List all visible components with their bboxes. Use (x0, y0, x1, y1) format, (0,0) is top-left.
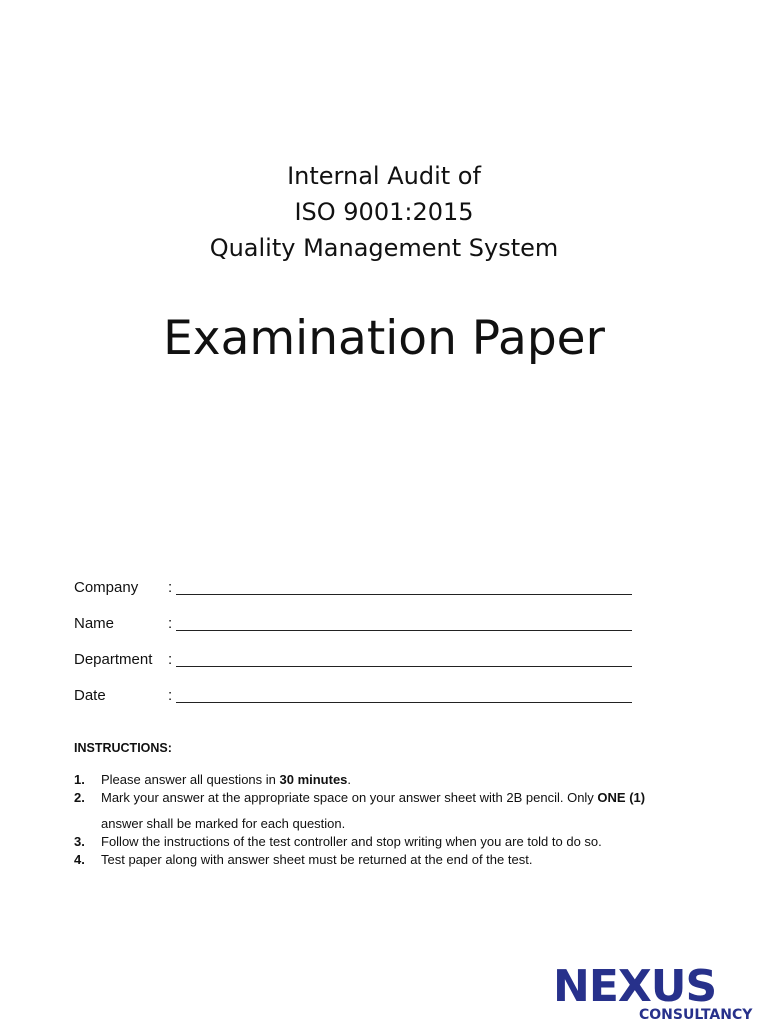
candidate-details-form (74, 560, 634, 704)
instruction-text-part: . (347, 772, 352, 787)
date-field[interactable] (176, 681, 632, 703)
name-row (74, 596, 634, 632)
instruction-number: 4. (74, 852, 85, 867)
instruction-text: Follow the instructions of the test controller and stop writing when you are told to do so. (101, 834, 602, 849)
instruction-item-2 (74, 789, 714, 807)
department-label: Department (74, 651, 153, 668)
header-line-1: Internal Audit of (287, 162, 481, 190)
instruction-item-4 (74, 851, 714, 869)
instructions-heading: INSTRUCTIONS: (74, 741, 172, 755)
instruction-text-part: Mark your answer at the appropriate space on your answer sheet with 2B pencil. Only (101, 790, 598, 805)
company-colon: : (168, 579, 173, 596)
instruction-emphasis: ONE (1) (597, 790, 646, 805)
instruction-text-part: Please answer all questions in (101, 772, 280, 787)
instruction-item-1 (74, 771, 714, 789)
instruction-number: 1. (74, 772, 85, 787)
header-line-3: Quality Management System (209, 234, 559, 262)
name-colon: : (168, 615, 173, 632)
page-title: Examination Paper (163, 311, 605, 366)
date-row (74, 668, 634, 704)
instruction-text: Test paper along with answer sheet must be returned at the end of the test. (101, 852, 533, 867)
company-label: Company (74, 579, 139, 596)
name-label: Name (74, 615, 115, 632)
header-line-2: ISO 9001:2015 (294, 198, 474, 226)
company-row (74, 560, 634, 596)
instruction-number: 3. (74, 834, 85, 849)
department-colon: : (168, 651, 173, 668)
name-field[interactable] (176, 609, 632, 631)
department-row (74, 632, 634, 668)
document-header (0, 158, 768, 266)
instruction-item-3 (74, 833, 714, 851)
instruction-text (101, 771, 714, 789)
instruction-number: 2. (74, 790, 85, 805)
instruction-item-2-continuation: answer shall be marked for each question. (101, 816, 346, 831)
logo-subtitle: CONSULTANCY (639, 1007, 753, 1023)
date-label: Date (74, 687, 106, 704)
instructions-section (74, 739, 714, 869)
nexus-consultancy-logo (553, 961, 768, 1024)
date-colon: : (168, 687, 173, 704)
company-field[interactable] (176, 573, 632, 595)
instruction-emphasis: 30 minutes (279, 772, 348, 787)
instruction-text (101, 789, 714, 807)
logo-wordmark: NEXUS (553, 961, 717, 1012)
department-field[interactable] (176, 645, 632, 667)
